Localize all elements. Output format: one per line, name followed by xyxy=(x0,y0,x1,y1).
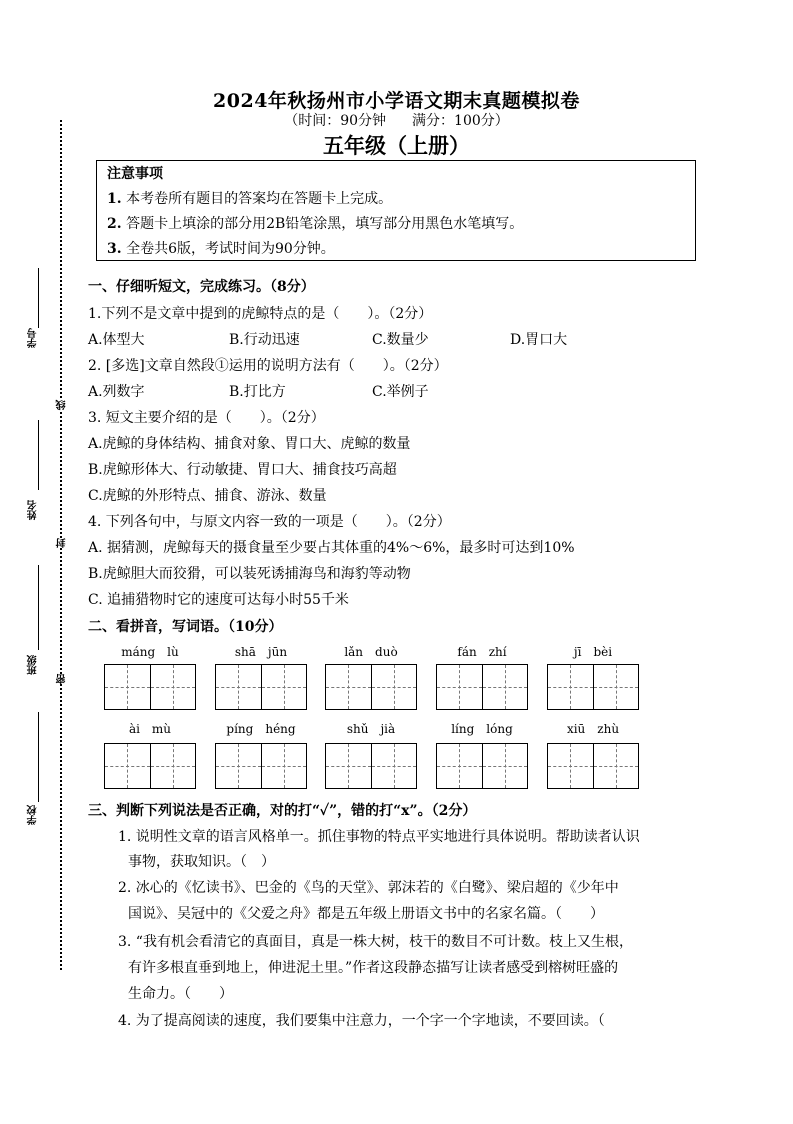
answer-grid-4[interactable] xyxy=(436,664,528,710)
seal-feng: 封 xyxy=(57,538,68,548)
judge-3-line1: 3. “我有机会看清它的真面目，真是一株大树，枝干的数目不可计数。枝上又生根， xyxy=(118,934,633,950)
banji-fill-line xyxy=(38,565,39,650)
q4-stem: 4. 下列各句中，与原文内容一致的一项是（ ）。（2分） xyxy=(88,514,451,530)
pinyin-2: shā jūn xyxy=(234,645,288,659)
exam-time: （时间：90分钟 xyxy=(284,113,387,129)
answer-grid-10[interactable] xyxy=(547,743,639,789)
notice-item-2: 2. 答题卡上填涂的部分用2B铅笔涂黑，填写部分用黑色水笔填写。 xyxy=(107,216,524,232)
answer-grid-2[interactable] xyxy=(215,664,307,710)
q2-option-a: A.列数字 xyxy=(88,384,145,400)
xuehao-fill-line xyxy=(38,268,39,328)
notice-item-3: 3. 全卷共6版，考试时间为90分钟。 xyxy=(107,241,335,257)
answer-grid-1[interactable] xyxy=(104,664,196,710)
exam-score: 满分：100分） xyxy=(412,113,509,129)
answer-grid-3[interactable] xyxy=(325,664,417,710)
q2-option-b: B.打比方 xyxy=(229,384,286,400)
q2-option-c: C.举例子 xyxy=(372,384,429,400)
pinyin-7: píng héng xyxy=(226,722,296,736)
answer-grid-8[interactable] xyxy=(325,743,417,789)
q1-option-c: C.数量少 xyxy=(372,332,429,348)
pinyin-9: líng lóng xyxy=(451,722,513,736)
pinyin-3: lǎn duò xyxy=(344,645,398,659)
q2-stem: 2. [多选]文章自然段①运用的说明方法有（ ）。（2分） xyxy=(88,358,448,374)
seal-xian: 线 xyxy=(57,400,68,410)
pinyin-10: xiū zhù xyxy=(566,722,620,736)
judge-3-line3: 生命力。（ ） xyxy=(128,986,233,1002)
section1-heading: 一、仔细听短文，完成练习。（8分） xyxy=(88,279,315,295)
notice-item-1: 1. 本考卷所有题目的答案均在答题卡上完成。 xyxy=(107,191,393,207)
pinyin-5: jī bèi xyxy=(573,645,613,659)
judge-4-line1: 4. 为了提高阅读的速度，我们要集中注意力，一个字一个字地读，不要回读。（ xyxy=(118,1013,605,1029)
q4-option-b: B.虎鲸胆大而狡猾，可以装死诱捕海鸟和海豹等动物 xyxy=(88,566,411,582)
notice-box xyxy=(96,160,696,261)
label-xuehao: 学号 xyxy=(28,328,39,348)
xingming-fill-line xyxy=(38,420,39,490)
judge-3-line2: 有许多根直垂到地上，伸进泥土里。”作者这段静态描写让读者感受到榕树旺盛的 xyxy=(128,960,619,976)
label-xuexiao: 学校 xyxy=(28,805,39,825)
q4-option-c: C. 追捕猎物时它的速度可达每小时55千米 xyxy=(88,592,349,608)
q3-option-b: B.虎鲸形体大、行动敏捷、胃口大、捕食技巧高超 xyxy=(88,462,397,478)
q1-option-d: D.胃口大 xyxy=(510,332,568,348)
q3-stem: 3. 短文主要介绍的是（ ）。（2分） xyxy=(88,410,325,426)
judge-1-line2: 事物，获取知识。（ ） xyxy=(128,854,275,870)
xuexiao-fill-line xyxy=(38,712,39,802)
label-banji: 班级 xyxy=(28,655,39,675)
pinyin-1: máng lù xyxy=(121,645,179,659)
judge-1-line1: 1. 说明性文章的语言风格单一。抓住事物的特点平实地进行具体说明。帮助读者认识 xyxy=(118,829,640,845)
exam-title: 2024年秋扬州市小学语文期末真题模拟卷 xyxy=(213,90,580,112)
q1-option-a: A.体型大 xyxy=(88,332,145,348)
judge-2-line1: 2. 冰心的《忆读书》、巴金的《鸟的天堂》、郭沫若的《白鹭》、梁启超的《少年中 xyxy=(118,880,619,896)
section3-heading: 三、判断下列说法是否正确，对的打“✓”，错的打“x”。（2分） xyxy=(88,803,477,819)
exam-grade: 五年级（上册） xyxy=(323,133,470,158)
pinyin-4: fán zhí xyxy=(457,645,507,659)
section2-heading: 二、看拼音，写词语。（10分） xyxy=(88,619,283,635)
judge-2-line2: 国说》、吴冠中的《父爱之舟》都是五年级上册语文书中的名家名篇。（ ） xyxy=(128,906,604,922)
q1-stem: 1.下列不是文章中提到的虎鲸特点的是（ ）。（2分） xyxy=(88,306,433,322)
answer-grid-5[interactable] xyxy=(547,664,639,710)
pinyin-8: shǔ jià xyxy=(346,722,396,736)
exam-time-score xyxy=(0,110,793,130)
q3-option-a: A.虎鲸的身体结构、捕食对象、胃口大、虎鲸的数量 xyxy=(88,436,411,452)
q1-option-b: B.行动迅速 xyxy=(229,332,300,348)
seal-mi: 密 xyxy=(57,674,68,684)
q3-option-c: C.虎鲸的外形特点、捕食、游泳、数量 xyxy=(88,488,327,504)
pinyin-6: ài mù xyxy=(128,722,172,736)
notice-title: 注意事项 xyxy=(107,166,163,182)
answer-grid-9[interactable] xyxy=(436,743,528,789)
answer-grid-6[interactable] xyxy=(104,743,196,789)
label-xingming: 姓名 xyxy=(28,500,39,520)
answer-grid-7[interactable] xyxy=(215,743,307,789)
q4-option-a: A. 据猜测，虎鲸每天的摄食量至少要占其体重的4%～6%，最多时可达到10% xyxy=(88,540,575,556)
